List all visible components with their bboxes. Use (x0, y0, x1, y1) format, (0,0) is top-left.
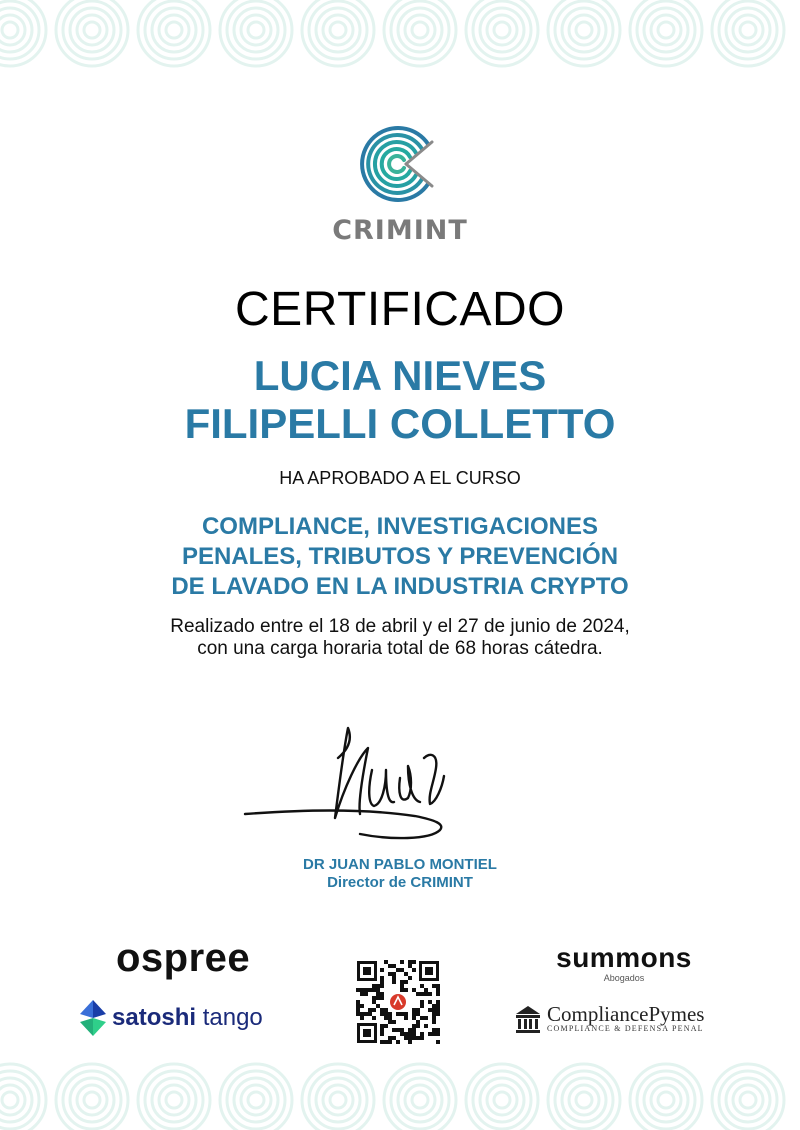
certificate-title: CERTIFICADO (235, 283, 565, 336)
qr-code[interactable] (356, 960, 440, 1044)
crimint-logo (320, 122, 480, 246)
course-title-line-3: DE LAVADO EN LA INDUSTRIA CRYPTO (171, 573, 629, 600)
summons-wordmark: summons (556, 942, 692, 973)
course-title-line-1: COMPLIANCE, INVESTIGACIONES (201, 513, 599, 540)
recipient-name-line-1: LUCIA NIEVES (253, 352, 547, 399)
tango-wordmark-light: tango (196, 1004, 263, 1031)
signatory-block (0, 856, 800, 892)
course-dates-line-1: Realizado entre el 18 de abril y el 27 de junio de 2024, (170, 616, 630, 637)
satoshi-tango-logo (80, 1000, 263, 1036)
compliance-pymes-logo (515, 1004, 704, 1034)
satoshi-wordmark-bold: satoshi (112, 1004, 197, 1031)
band-pattern-icon (0, 1048, 800, 1130)
crimint-concentric-c-icon (358, 122, 442, 206)
satoshi-tango-wordmark (112, 1004, 263, 1032)
summons-tagline: Abogados (603, 973, 645, 983)
course-title (0, 512, 800, 602)
compliance-pymes-wordmark: CompliancePymes (547, 1002, 705, 1026)
summons-logo (544, 942, 704, 983)
crimint-wordmark: CRIMINT (332, 215, 468, 246)
recipient-name (0, 352, 800, 448)
compliance-pymes-tagline: COMPLIANCE & DEFENSA PENAL (547, 1024, 704, 1033)
courthouse-icon (515, 1004, 541, 1034)
satoshi-tango-icon (80, 1000, 106, 1036)
course-title-line-2: PENALES, TRIBUTOS Y PREVENCIÓN (181, 543, 619, 570)
decorative-top-band (0, 0, 800, 82)
decorative-bottom-band (0, 1048, 800, 1130)
signatory-name: DR JUAN PABLO MONTIEL (303, 856, 497, 873)
approval-text: HA APROBADO A EL CURSO (279, 468, 521, 488)
band-pattern-icon (0, 0, 800, 82)
signatory-role: Director de CRIMINT (327, 874, 473, 891)
recipient-name-line-2: FILIPELLI COLLETTO (184, 400, 616, 447)
course-dates (0, 616, 800, 660)
course-dates-line-2: con una carga horaria total de 68 horas cátedra. (197, 638, 603, 659)
handwritten-signature (240, 718, 460, 848)
ospree-logo: ospree (116, 936, 251, 980)
